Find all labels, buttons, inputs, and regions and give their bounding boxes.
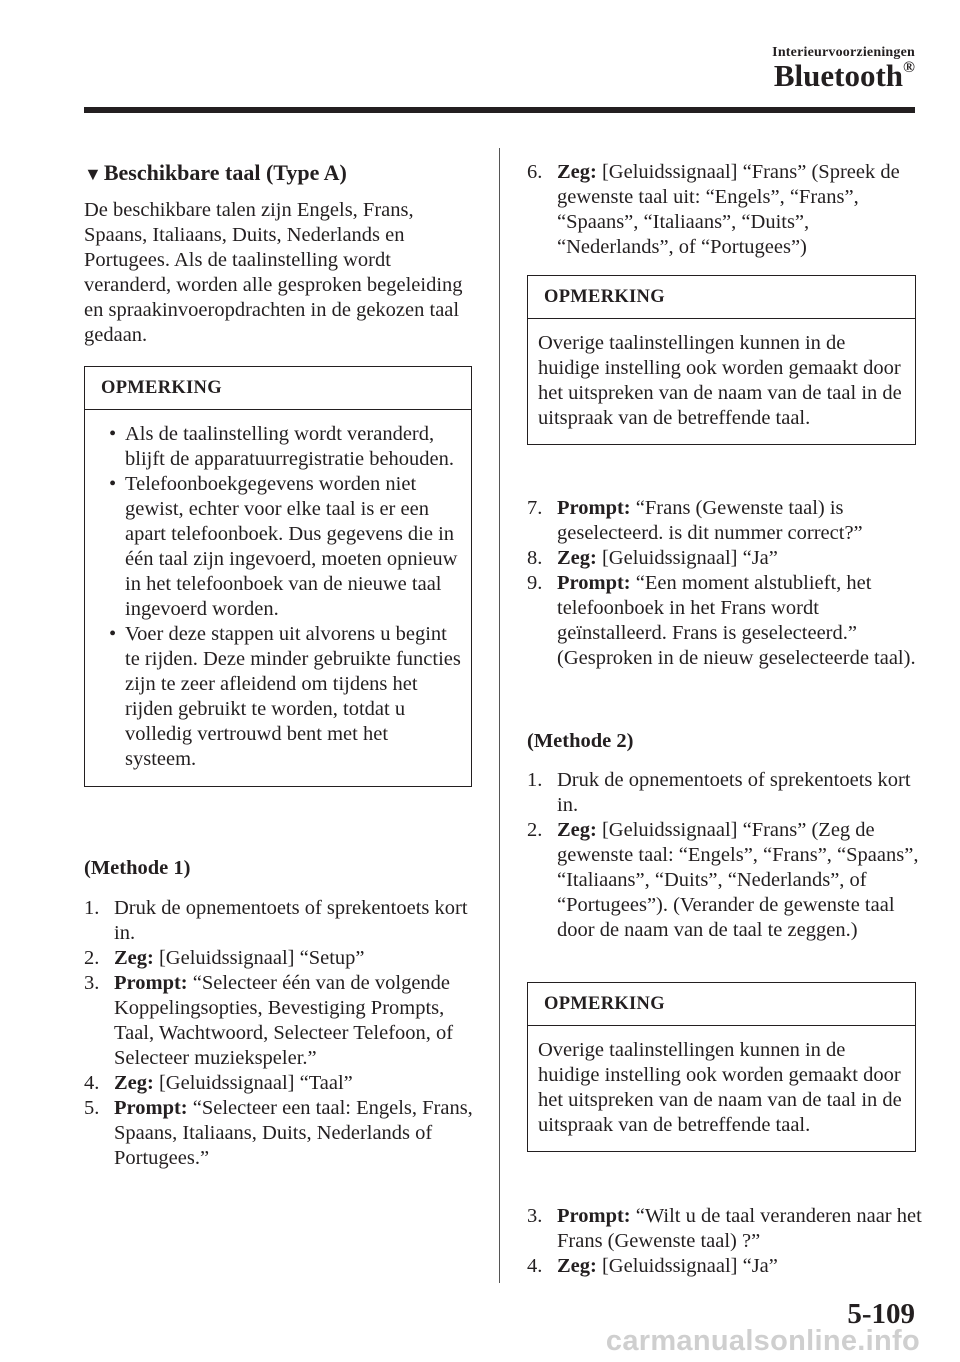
note-bullet-item: • Voer deze stappen uit alvorens u begint te rijden. Deze minder gebruikte functies zijn te zeer afleidend om tijdens het rijden gebruikt te worden, totdat u volledig vertrouwd bent met het systeem. (95, 622, 461, 772)
step-item (527, 768, 922, 818)
step-number: 6. (527, 161, 543, 183)
step-keyword: Prompt: (557, 1205, 631, 1227)
note-body (85, 410, 471, 786)
step-number: 2. (84, 947, 100, 969)
method2-steps (527, 768, 922, 943)
step-item (84, 1071, 474, 1096)
note-bullet-item: • Telefoonboekgegevens worden niet gewist, echter voor elke taal is er een apart telefoonboek. Dus gegevens die in één taal zijn ingevoerd, moeten opnieuw in het telefoonboek van de nieuwe taal ingevoerd worden. (95, 472, 461, 622)
intro-text: De beschikbare talen zijn Engels, Frans, Spaans, Italiaans, Duits, Nederlands en Portugees. Als de taalinstelling wordt veranderd, worden alle gesproken begeleiding en spraakinvoeropdrachten in de gekozen taal gedaan. (84, 199, 463, 346)
header-rule (84, 107, 915, 113)
method2-heading: (Methode 2) (527, 730, 634, 752)
step-keyword: Prompt: (114, 1097, 188, 1119)
note-box-left (84, 366, 472, 787)
method2-step-list (527, 768, 922, 943)
step-text: [Geluidssignaal] “Setup” (153, 947, 365, 969)
note-text: Overige taalinstellingen kunnen in de huidige instelling ook worden gemaakt door het uitspreken van de naam van de taal in de uitspraak van de betreffende taal. (538, 1039, 902, 1136)
section-heading (84, 160, 347, 186)
step-number: 9. (527, 572, 543, 594)
step-number: 2. (527, 819, 543, 841)
step-keyword: Zeg: (557, 547, 597, 569)
step-keyword: Prompt: (557, 497, 631, 519)
note-box-right-2 (527, 982, 916, 1152)
step-number: 4. (527, 1255, 543, 1277)
step-text: [Geluidssignaal] “Frans” (Zeg de gewenste taal: “Engels”, “Frans”, “Spaans”, “Italiaans”, “Duits”, “Nederlands”, of “Portugees”). (Verander de gewenste taal door de naam van de taal te zeggen.) (557, 819, 919, 941)
intro-paragraph (84, 198, 474, 348)
step-text: Druk de opnementoets of sprekentoets kort in. (557, 769, 911, 816)
method2-steps-b (527, 1204, 922, 1279)
note-bullet-list (95, 422, 461, 772)
step-text: “Wilt u de taal veranderen naar het Frans (Gewenste taal) ?” (557, 1205, 922, 1252)
note-body (528, 319, 915, 444)
method2-step-list-b (527, 1204, 922, 1279)
page-number: 5-109 (847, 1298, 915, 1330)
triangle-down-icon: ▼ (84, 164, 102, 184)
step-item (527, 496, 922, 546)
step-text: [Geluidssignaal] “Taal” (153, 1072, 353, 1094)
step-number: 7. (527, 497, 543, 519)
step-text: “Selecteer een taal: Engels, Frans, Spaans, Italiaans, Duits, Nederlands of Portugees.” (114, 1097, 473, 1169)
step-keyword: Zeg: (557, 161, 597, 183)
step-number: 8. (527, 547, 543, 569)
column-divider (499, 148, 500, 1283)
step6-block (527, 160, 922, 260)
method1-step-list (84, 896, 474, 1171)
step6-list (527, 160, 922, 260)
note-body (528, 1026, 915, 1151)
step-text: “Een moment alstublieft, het telefoonboek in het Frans wordt geïnstalleerd. Frans is geselecteerd.” (Gesproken in de nieuw geselecteerde taal). (557, 572, 916, 669)
note-title: OPMERKING (528, 276, 915, 319)
step-number: 1. (527, 769, 543, 791)
header-section-label: Interieurvoorzieningen (772, 45, 915, 60)
step-item (527, 160, 922, 260)
step-item (84, 946, 474, 971)
step-item (527, 571, 922, 671)
method1-heading: (Methode 1) (84, 857, 191, 879)
section-heading-text: Beschikbare taal (Type A) (103, 160, 347, 185)
registered-mark: ® (903, 59, 915, 76)
note-bullet-item: • Als de taalinstelling wordt veranderd, blijft de apparatuurregistratie behouden. (95, 422, 461, 472)
step-text: Druk de opnementoets of sprekentoets kort in. (114, 897, 468, 944)
step-keyword: Zeg: (557, 1255, 597, 1277)
step-text: [Geluidssignaal] “Frans” (Spreek de gewenste taal uit: “Engels”, “Frans”, “Spaans”, “Italiaans”, “Duits”, “Nederlands”, of “Portugees”) (557, 161, 900, 258)
step-keyword: Zeg: (557, 819, 597, 841)
step-item (527, 818, 922, 943)
page-title (774, 58, 915, 94)
step-item (84, 896, 474, 946)
step-keyword: Prompt: (114, 972, 188, 994)
step-keyword: Zeg: (114, 1072, 154, 1094)
step-text: [Geluidssignaal] “Ja” (596, 1255, 778, 1277)
step-text: “Selecteer één van de volgende Koppelingsopties, Bevestiging Prompts, Taal, Wachtwoord, Selecteer Telefoon, of Selecteer muziekspeler.” (114, 972, 454, 1069)
step-number: 1. (84, 897, 100, 919)
note-box-right-1 (527, 275, 916, 445)
step-number: 5. (84, 1097, 100, 1119)
step-item (84, 1096, 474, 1171)
step-item (527, 1254, 922, 1279)
note-title: OPMERKING (85, 367, 471, 410)
step-text: [Geluidssignaal] “Ja” (596, 547, 778, 569)
step-text: “Frans (Gewenste taal) is geselecteerd. is dit nummer correct?” (557, 497, 863, 544)
watermark: carmanualsonline.info (605, 1325, 920, 1357)
steps-7-9-block (527, 496, 922, 671)
step-number: 3. (84, 972, 100, 994)
step-keyword: Prompt: (557, 572, 631, 594)
note-text: Overige taalinstellingen kunnen in de huidige instelling ook worden gemaakt door het uitspreken van de naam van de taal in de uitspraak van de betreffende taal. (538, 332, 902, 429)
step-item (527, 1204, 922, 1254)
step-number: 4. (84, 1072, 100, 1094)
page-title-text: Bluetooth (773, 58, 904, 93)
step-item (84, 971, 474, 1071)
step-item (527, 546, 922, 571)
note-title: OPMERKING (528, 983, 915, 1026)
step-keyword: Zeg: (114, 947, 154, 969)
step-number: 3. (527, 1205, 543, 1227)
method1-steps (84, 896, 474, 1171)
steps-7-9-list (527, 496, 922, 671)
